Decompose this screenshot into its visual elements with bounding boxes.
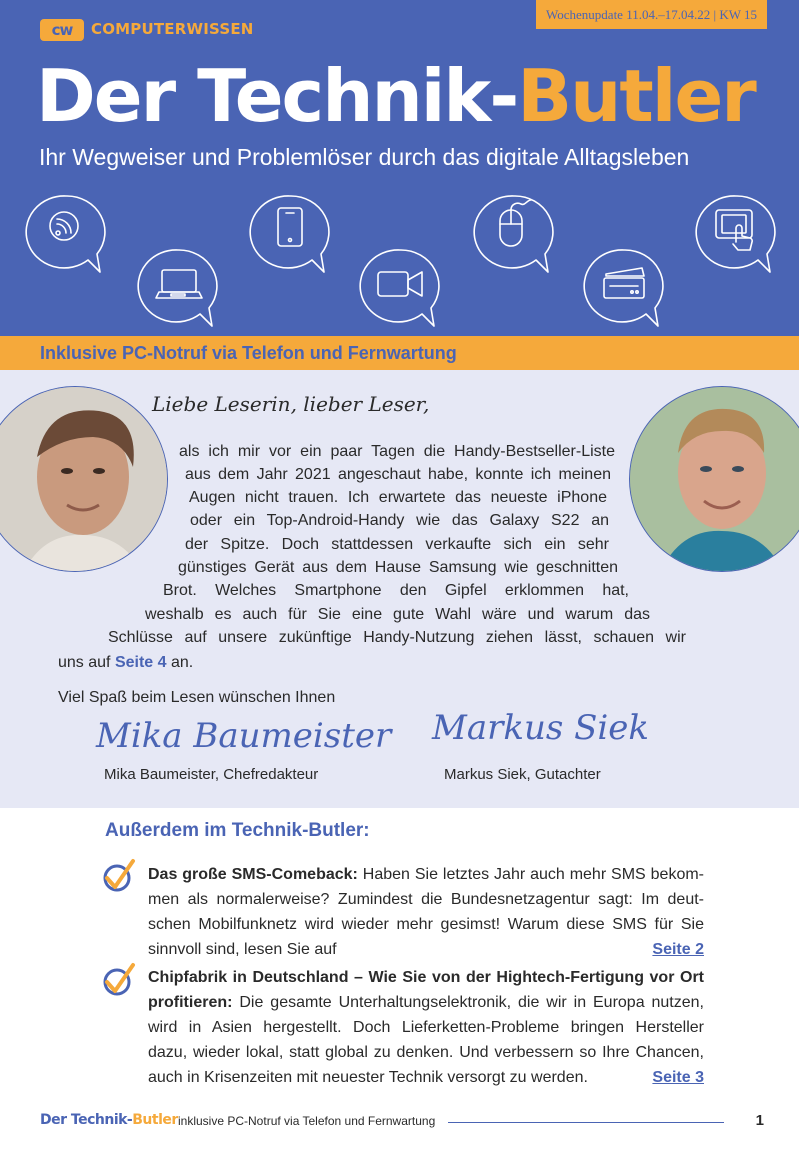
mouse-icon xyxy=(474,196,553,272)
page-link-seite-2[interactable]: Seite 2 xyxy=(652,941,704,958)
author-photo-markus xyxy=(629,386,799,572)
teaser-text: Haben Sie letztes Jahr auch mehr SMS bekom- xyxy=(362,866,704,883)
letter-text: an. xyxy=(170,654,194,671)
check-icon xyxy=(101,858,137,894)
title-main: Der Technik- xyxy=(36,54,518,138)
tablet-touch-icon xyxy=(696,196,775,272)
letter-line: Augen nicht trauen. Ich erwartete das neueste iPhone xyxy=(189,489,607,506)
author-name-mika: Mika Baumeister, Chefredakteur xyxy=(104,766,319,783)
smartphone-icon xyxy=(250,196,329,272)
teaser-row xyxy=(148,965,704,990)
letter-line-last xyxy=(58,652,193,674)
masthead xyxy=(0,0,799,336)
letter-line: weshalb es auch für Sie eine gute Wahl wäre und warum das xyxy=(145,606,650,623)
greeting: Liebe Leserin, lieber Leser, xyxy=(152,392,430,416)
footer-subtitle: inklusive PC-Notruf via Telefon und Fernwartung xyxy=(178,1114,436,1128)
newsletter-subtitle: Ihr Wegweiser und Problemlöser durch das digitale Alltagsleben xyxy=(39,144,690,170)
feature-bar-text: Inklusive PC-Notruf via Telefon und Fernwartung xyxy=(40,343,457,363)
page-link-seite-3[interactable]: Seite 3 xyxy=(652,1069,704,1086)
check-icon xyxy=(101,962,137,998)
week-update-tab: Wochenupdate 11.04.–17.04.22 | KW 15 xyxy=(536,0,767,29)
computerwissen-logo: cw xyxy=(40,19,84,41)
letter-line: Brot. Welches Smartphone den Gipfel erklommen hat, xyxy=(163,582,629,599)
author-name-markus: Markus Siek, Gutachter xyxy=(444,766,601,783)
teaser-sms-comeback xyxy=(148,862,704,962)
letter-line: aus dem Jahr 2021 angeschaut habe, konnte ich meinen xyxy=(185,466,611,483)
brand-name: COMPUTERWISSEN xyxy=(91,20,254,38)
letter-line: Schlüsse auf unsere zukünftige Handy-Nutzung ziehen lässt, schauen wir xyxy=(108,629,686,646)
teaser-text: Die gesamte Unterhaltungselektronik, die wir in Europa nutzen, xyxy=(239,994,704,1011)
teaser-text: sinnvoll sind, lesen Sie auf xyxy=(148,941,337,958)
teaser-row: men als normalerweise? Zumindest die Bundesnetzagentur sagt: Im deut- xyxy=(148,891,704,908)
editorial-letter xyxy=(0,370,799,808)
video-camera-icon xyxy=(360,250,439,326)
teaser-title: Das große SMS-Comeback: xyxy=(148,866,358,883)
more-heading: Außerdem im Technik-Butler: xyxy=(105,820,370,841)
footer-title xyxy=(40,1112,178,1128)
teaser-text: auch in Krisenzeiten mit neuester Technik versorgt zu werden. xyxy=(148,1069,588,1086)
teaser-row xyxy=(148,1065,704,1090)
teaser-title: profitieren: xyxy=(148,994,233,1011)
letter-line: als ich mir vor ein paar Tagen die Handy-Bestseller-Liste xyxy=(179,443,615,460)
letter-line: günstiges Gerät aus dem Hause Samsung wie geschnitten xyxy=(178,559,618,576)
teaser-row xyxy=(148,990,704,1015)
scanner-icon xyxy=(584,250,663,326)
teaser-title: Chipfabrik in Deutschland – Wie Sie von der Hightech-Fertigung vor Ort xyxy=(148,969,704,986)
teaser-row xyxy=(148,937,704,962)
signature-markus: Markus Siek xyxy=(432,708,649,748)
page-footer xyxy=(40,1112,770,1134)
letter-line: der Spitze. Doch stattdessen verkaufte sich ein sehr xyxy=(185,536,609,553)
footer-rule xyxy=(448,1122,724,1123)
portrait-illustration xyxy=(630,387,799,572)
author-photo-mika xyxy=(0,386,168,572)
rss-icon xyxy=(26,196,105,272)
teaser-row: dazu, wieder lokal, statt global zu denken. Und verbessern so Ihre Chancen, xyxy=(148,1044,704,1061)
title-accent: Butler xyxy=(517,54,755,138)
portrait-illustration xyxy=(0,387,168,572)
teaser-row: schen Mobilfunknetz wird wieder mehr gesimst! Warum diese SMS für Sie xyxy=(148,916,704,933)
teaser-chipfabrik xyxy=(148,965,704,1090)
footer-title-accent: Butler xyxy=(132,1112,178,1128)
laptop-icon xyxy=(138,250,217,326)
signature-mika: Mika Baumeister xyxy=(96,716,392,756)
teaser-row xyxy=(148,862,704,887)
newsletter-title xyxy=(36,48,755,144)
footer-title-main: Der Technik- xyxy=(40,1112,133,1128)
closing-line: Viel Spaß beim Lesen wünschen Ihnen xyxy=(58,689,336,706)
letter-line: oder ein Top-Android-Handy wie das Galaxy S22 an xyxy=(190,512,609,529)
feature-bar xyxy=(0,336,799,370)
page-link-seite-4[interactable]: Seite 4 xyxy=(114,654,167,671)
device-icons-row xyxy=(0,186,799,336)
page-number: 1 xyxy=(755,1112,764,1129)
teaser-row: wird in Asien hergestellt. Doch Lieferketten-Probleme bringen Hersteller xyxy=(148,1019,704,1036)
letter-text: uns auf xyxy=(58,654,111,671)
